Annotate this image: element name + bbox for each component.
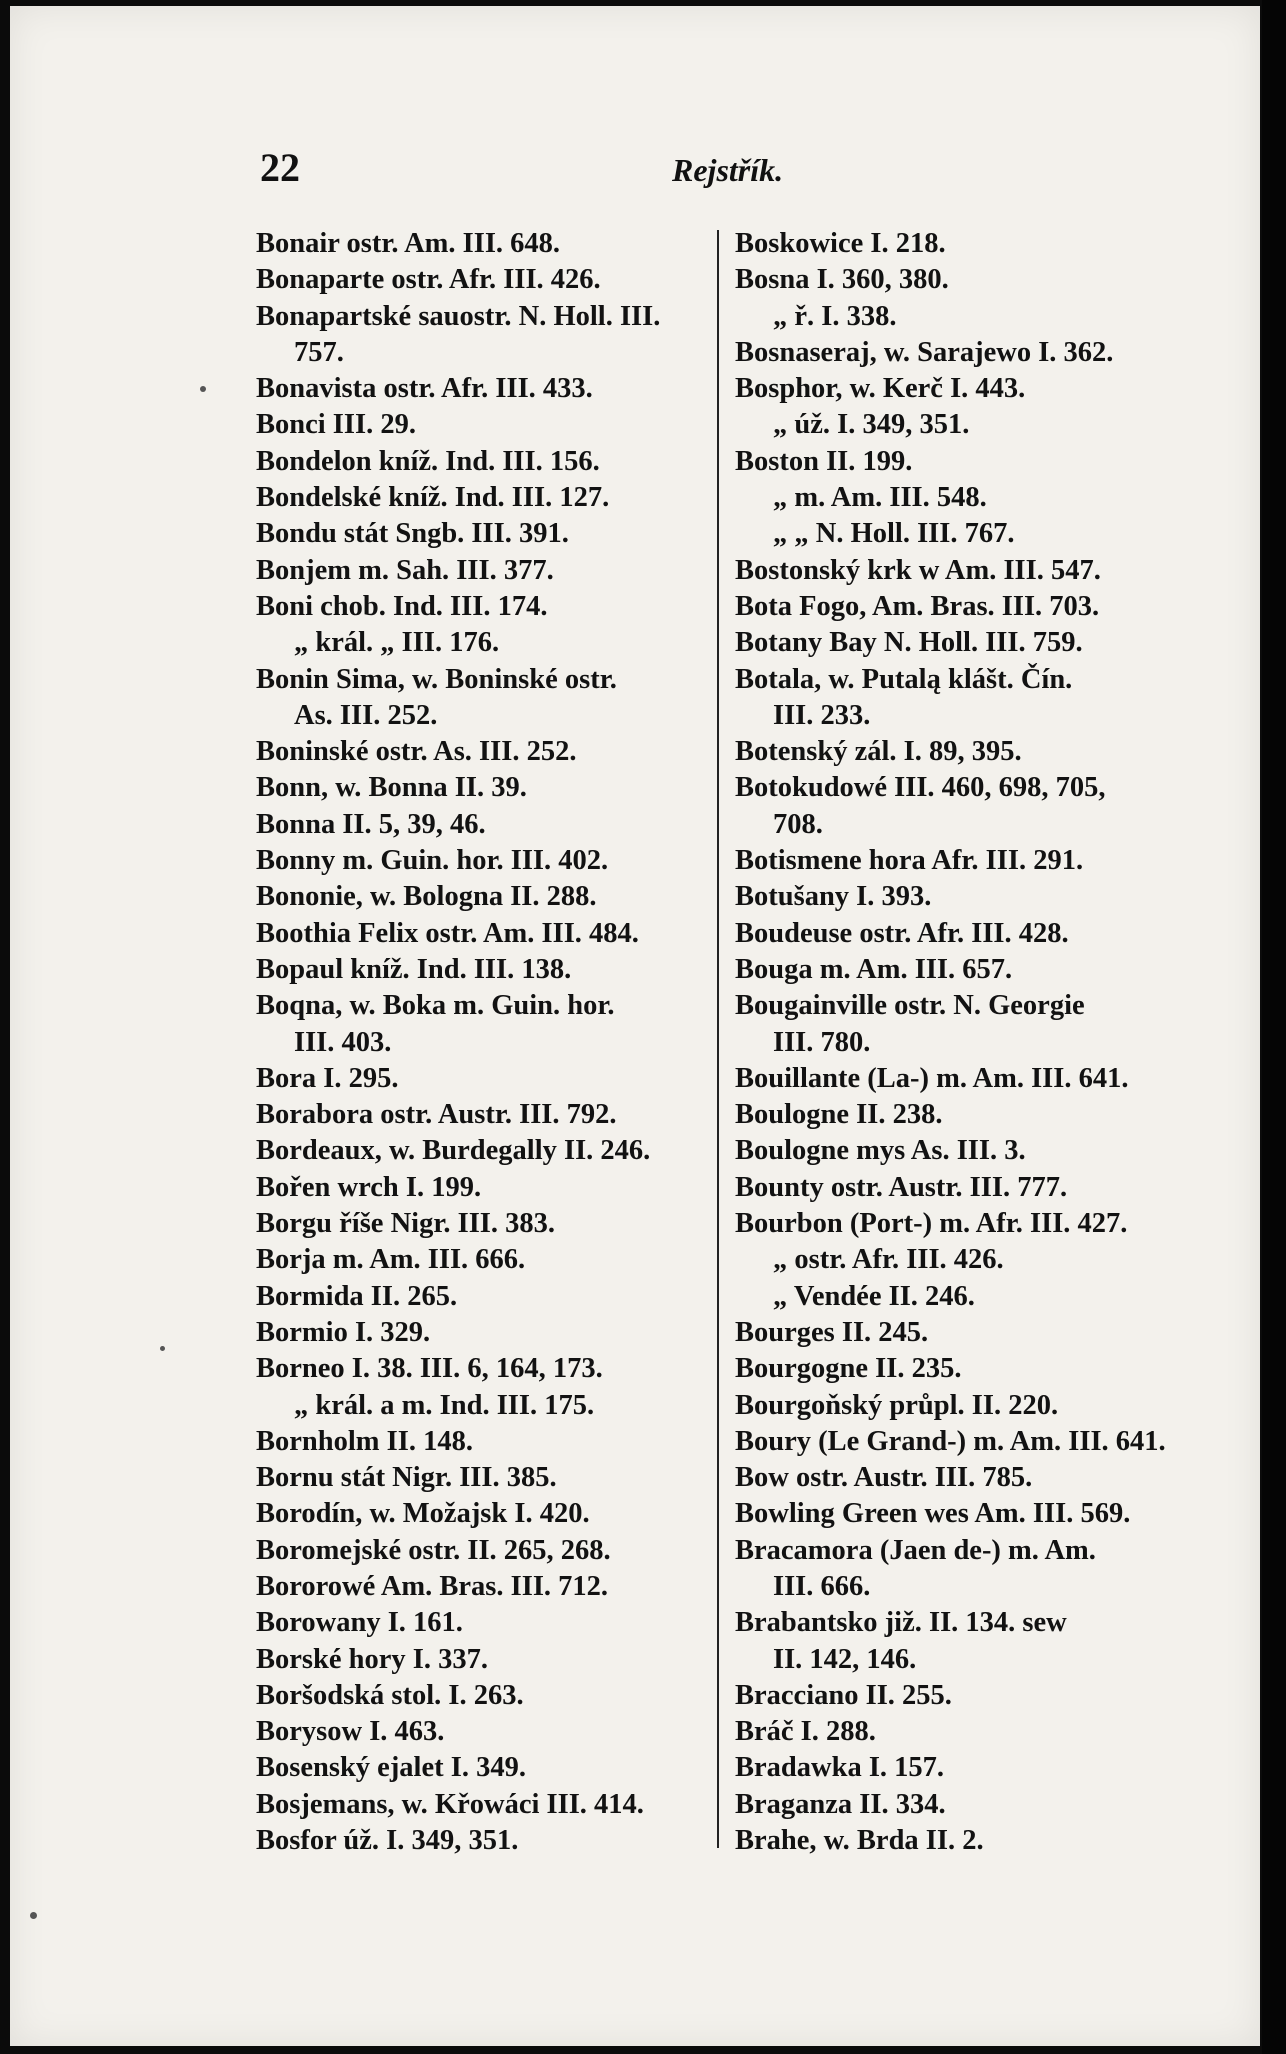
index-entry: Botušany I. 393. xyxy=(735,881,932,913)
index-entry: Boninské ostr. As. III. 252. xyxy=(256,736,577,768)
index-column-left xyxy=(256,226,706,1859)
index-entry: Bormio I. 329. xyxy=(256,1316,431,1348)
index-entry: 757. xyxy=(294,336,344,368)
index-entry: Bouillante (La-) m. Am. III. 641. xyxy=(735,1062,1129,1094)
index-entry: III. 666. xyxy=(773,1570,871,1602)
index-entry: „ ostr. Afr. III. 426. xyxy=(773,1244,1004,1276)
index-entry: Bondu stát Sngb. III. 391. xyxy=(256,518,569,550)
index-entry: Boulogne mys As. III. 3. xyxy=(735,1135,1026,1167)
print-speck xyxy=(30,1912,37,1919)
index-entry: Bowling Green wes Am. III. 569. xyxy=(735,1498,1131,1530)
index-entry: Bosna I. 360, 380. xyxy=(735,264,949,296)
index-entry: Bořen wrch I. 199. xyxy=(256,1171,482,1203)
index-entry: Bosjemans, w. Křowáci III. 414. xyxy=(256,1788,644,1820)
print-speck xyxy=(160,1346,165,1351)
index-entry: Borowany I. 161. xyxy=(256,1607,463,1639)
index-entry: Boromejské ostr. II. 265, 268. xyxy=(256,1534,611,1566)
index-entry: Borneo I. 38. III. 6, 164, 173. xyxy=(256,1353,603,1385)
index-entry: Braganza II. 334. xyxy=(735,1788,946,1820)
index-entry: Bourbon (Port-) m. Afr. III. 427. xyxy=(735,1208,1128,1240)
index-entry: III. 233. xyxy=(773,699,871,731)
index-entry: Bounty ostr. Austr. III. 777. xyxy=(735,1171,1068,1203)
index-entry: Bonna II. 5, 39, 46. xyxy=(256,808,486,840)
index-entry: Botokudowé III. 460, 698, 705, xyxy=(735,772,1106,804)
index-entry: II. 142, 146. xyxy=(773,1643,917,1675)
index-entry: Bradawka I. 157. xyxy=(735,1752,945,1784)
index-entry: Botany Bay N. Holl. III. 759. xyxy=(735,627,1083,659)
index-entry: Borysow I. 463. xyxy=(256,1716,445,1748)
index-entry: Boston II. 199. xyxy=(735,445,913,477)
index-entry: As. III. 252. xyxy=(294,699,438,731)
print-speck xyxy=(200,386,206,392)
index-entry: Bourgoňský průpl. II. 220. xyxy=(735,1389,1059,1421)
index-entry: Brabantsko již. II. 134. sew xyxy=(735,1607,1067,1639)
index-entry: 708. xyxy=(773,808,823,840)
index-entry: Bracamora (Jaen de-) m. Am. xyxy=(735,1534,1096,1566)
index-entry: III. 403. xyxy=(294,1026,392,1058)
index-entry: Bracciano II. 255. xyxy=(735,1679,952,1711)
index-entry: Bondelon kníž. Ind. III. 156. xyxy=(256,445,600,477)
index-entry: Bráč I. 288. xyxy=(735,1716,876,1748)
index-entry: Bostonský krk w Am. III. 547. xyxy=(735,554,1101,586)
index-entry: Bornholm II. 148. xyxy=(256,1425,473,1457)
index-entry: Bonapartské sauostr. N. Holl. III. xyxy=(256,300,661,332)
index-entry: Bosenský ejalet I. 349. xyxy=(256,1752,526,1784)
index-entry: „ král. a m. Ind. III. 175. xyxy=(294,1389,595,1421)
index-entry: Boothia Felix ostr. Am. III. 484. xyxy=(256,917,639,949)
index-entry: Bosphor, w. Kerč I. 443. xyxy=(735,373,1026,405)
index-entry: Boskowice I. 218. xyxy=(735,228,946,259)
index-entry: Borské hory I. 337. xyxy=(256,1643,488,1675)
index-entry: Boni chob. Ind. III. 174. xyxy=(256,590,548,622)
index-entry: Bonair ostr. Am. III. 648. xyxy=(256,228,561,259)
index-entry: Botala, w. Putalą klášt. Čín. xyxy=(735,663,1073,695)
index-entry: Bopaul kníž. Ind. III. 138. xyxy=(256,953,572,985)
index-entry: Borabora ostr. Austr. III. 792. xyxy=(256,1099,617,1131)
index-entry: Bononie, w. Bologna II. 288. xyxy=(256,881,597,913)
index-entry: Boulogne II. 238. xyxy=(735,1099,943,1131)
index-entry: Bonci III. 29. xyxy=(256,409,416,441)
running-head: Rejstřík. xyxy=(672,152,784,188)
index-entry: Bonjem m. Sah. III. 377. xyxy=(256,554,554,586)
index-entry: „ král. „ III. 176. xyxy=(294,627,500,659)
index-entry: Botismene hora Afr. III. 291. xyxy=(735,845,1084,877)
index-entry: Boury (Le Grand-) m. Am. III. 641. xyxy=(735,1425,1166,1457)
index-entry: Bonin Sima, w. Boninské ostr. xyxy=(256,663,617,695)
index-entry: Bougainville ostr. N. Georgie xyxy=(735,990,1085,1022)
index-entry: „ m. Am. III. 548. xyxy=(773,482,987,514)
index-entry: Bow ostr. Austr. III. 785. xyxy=(735,1462,1033,1494)
index-entry: Bororowé Am. Bras. III. 712. xyxy=(256,1570,609,1602)
column-divider xyxy=(717,230,719,1848)
index-entry: Boršodská stol. I. 263. xyxy=(256,1679,524,1711)
index-entry: Botenský zál. I. 89, 395. xyxy=(735,736,1022,768)
index-entry: Bonaparte ostr. Afr. III. 426. xyxy=(256,264,601,296)
index-entry: Bonavista ostr. Afr. III. 433. xyxy=(256,373,593,405)
scan-edge xyxy=(1262,0,1286,2054)
index-entry: Bouga m. Am. III. 657. xyxy=(735,953,1013,985)
index-entry: Bourges II. 245. xyxy=(735,1316,929,1348)
index-entry: Bota Fogo, Am. Bras. III. 703. xyxy=(735,590,1100,622)
index-entry: Borja m. Am. III. 666. xyxy=(256,1244,526,1276)
index-entry: „ Vendée II. 246. xyxy=(773,1280,975,1312)
index-entry: Bormida II. 265. xyxy=(256,1280,458,1312)
index-entry: „ „ N. Holl. III. 767. xyxy=(773,518,1015,550)
index-entry: Bora I. 295. xyxy=(256,1062,399,1094)
page-number: 22 xyxy=(260,145,300,190)
index-entry: „ úž. I. 349, 351. xyxy=(773,409,970,441)
index-column-right xyxy=(735,226,1205,1859)
book-page xyxy=(10,6,1260,2046)
index-entry: Boudeuse ostr. Afr. III. 428. xyxy=(735,917,1069,949)
index-entry: „ ř. I. 338. xyxy=(773,300,897,332)
index-entry: Bordeaux, w. Burdegally II. 246. xyxy=(256,1135,651,1167)
page-header xyxy=(10,144,1260,194)
index-entry: Bornu stát Nigr. III. 385. xyxy=(256,1462,557,1494)
index-entry: III. 780. xyxy=(773,1026,871,1058)
index-entry: Bosfor úž. I. 349, 351. xyxy=(256,1825,519,1857)
index-entry: Borgu říše Nigr. III. 383. xyxy=(256,1208,555,1240)
index-entry: Bonny m. Guin. hor. III. 402. xyxy=(256,845,609,877)
index-entry: Bourgogne II. 235. xyxy=(735,1353,962,1385)
index-entry: Bondelské kníž. Ind. III. 127. xyxy=(256,482,610,514)
index-entry: Bonn, w. Bonna II. 39. xyxy=(256,772,527,804)
index-entry: Boqna, w. Boka m. Guin. hor. xyxy=(256,990,615,1022)
index-entry: Borodín, w. Možajsk I. 420. xyxy=(256,1498,590,1530)
index-entry: Bosnaseraj, w. Sarajewo I. 362. xyxy=(735,336,1114,368)
index-entry: Brahe, w. Brda II. 2. xyxy=(735,1825,984,1857)
